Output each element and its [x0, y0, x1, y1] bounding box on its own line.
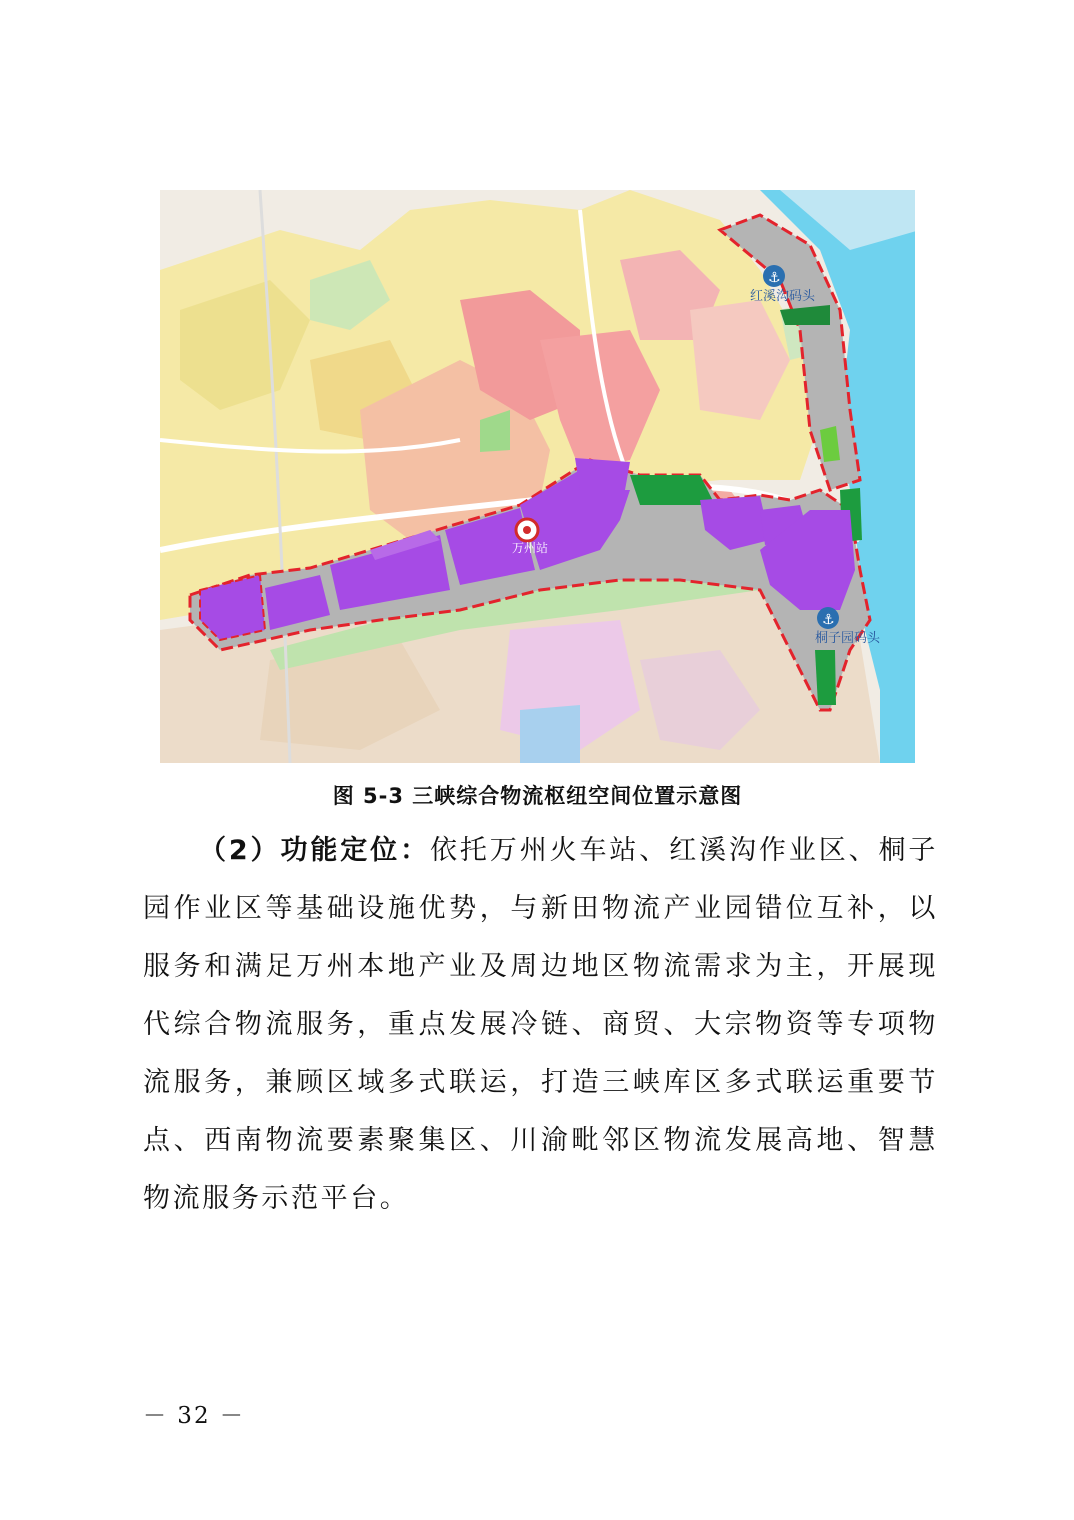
svg-text:⚓: ⚓ [822, 612, 835, 628]
label-wanzhou-station: 万州站 [512, 541, 549, 555]
figure-caption: 图 5-3 三峡综合物流枢纽空间位置示意图 [332, 784, 743, 808]
paragraph-heading: （2）功能定位： [199, 835, 430, 866]
svg-text:⚓: ⚓ [768, 270, 781, 286]
label-tongziyuan-pier: 桐子园码头 [815, 631, 881, 646]
function-positioning-paragraph [143, 822, 938, 1228]
logistics-hub-map [160, 190, 915, 763]
label-hongxigou-pier: 红溪沟码头 [750, 289, 816, 304]
paragraph-body: 依托万州火车站、红溪沟作业区、桐子园作业区等基础设施优势，与新田物流产业园错位互补，以服务和满足万州本地产业及周边地区物流需求为主，开展现代综合物流服务，重点发展冷链、商贸、大宗物资等专项物流服务，兼顾区域多式联运，打造三峡库区多式联运重要节点、西南物流要素聚集区、川渝毗邻区物流发展高地、智慧物流服务示范平台。 [143, 835, 939, 1214]
page-number: － 32 － [143, 1403, 245, 1429]
